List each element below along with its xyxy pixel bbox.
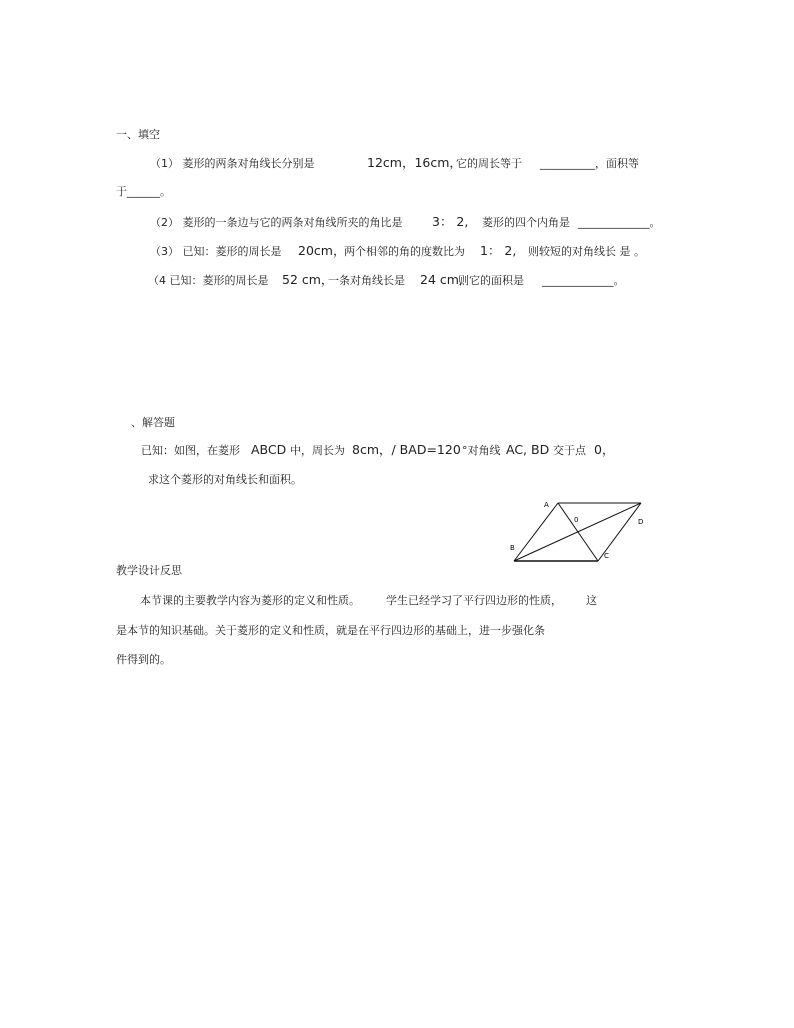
problem-line1-e: °对角线 — [462, 444, 501, 457]
q4-blank: _____________。 — [542, 274, 625, 287]
label-d: D — [638, 518, 644, 526]
label-b: B — [510, 544, 515, 552]
problem-line1-g: 交于点 — [553, 444, 586, 457]
label-c: C — [604, 552, 609, 560]
q1-blank: __________，面积等 — [540, 157, 639, 170]
q1-text-a: （1） 菱形的两条对角线长分别是 — [150, 157, 315, 170]
q3-text-c: 两个相邻的角的度数比为 — [344, 245, 465, 258]
q3-perimeter: 20cm， — [298, 243, 346, 258]
problem-line1-h: 0， — [594, 442, 615, 457]
problem-line2: 求这个菱形的对角线长和面积。 — [148, 473, 302, 486]
rhombus-figure — [506, 498, 656, 568]
problem-line1-b: ABCD — [251, 442, 287, 457]
q2-text-a: （2） 菱形的一条边与它的两条对角线所夹的角比是 — [150, 216, 403, 229]
q1-blank-2: 于______。 — [116, 185, 171, 198]
q1-values: 12cm，16cm， — [367, 155, 462, 170]
reflection-p1-b: 学生已经学习了平行四边形的性质， — [386, 594, 562, 607]
problem-line1-f: AC, BD — [506, 442, 550, 457]
q4-diagonal: 24 cm, — [420, 272, 463, 287]
q2-blank: _____________。 — [578, 216, 661, 229]
section-heading-fill-blank: 一、填空 — [116, 128, 160, 141]
problem-line1-d: 8cm，/ BAD=120 — [352, 442, 461, 457]
problem-line1-c: 中，周长为 — [290, 444, 345, 457]
reflection-p1-c: 这 — [586, 594, 597, 607]
q4-text-c: 一条对角线长是 — [328, 274, 405, 287]
q3-text-a: （3） 已知：菱形的周长是 — [150, 245, 282, 258]
label-a: A — [544, 501, 549, 509]
section-heading-answer: 、解答题 — [131, 416, 175, 429]
section-heading-reflection: 教学设计反思 — [116, 564, 182, 577]
problem-line1-a: 已知：如图，在菱形 — [141, 444, 240, 457]
q4-perimeter: 52 cm， — [282, 272, 334, 287]
edge-ab — [514, 503, 558, 561]
q2-ratio: 3： 2, — [432, 214, 469, 229]
reflection-p3: 件得到的。 — [116, 653, 171, 666]
diagonal-ac — [558, 503, 598, 561]
q4-text-e: 则它的面积是 — [458, 274, 524, 287]
q2-text-c: 菱形的四个内角是 — [482, 216, 570, 229]
reflection-p2: 是本节的知识基础。关于菱形的定义和性质，就是在平行四边形的基础上，进一步强化条 — [116, 624, 545, 637]
q1-text-c: 它的周长等于 — [456, 157, 522, 170]
q3-ratio: 1： 2, — [480, 243, 517, 258]
label-o: 0 — [574, 516, 579, 524]
q4-text-a: （4 已知：菱形的周长是 — [148, 274, 269, 287]
q3-text-e: 则较短的对角线长 是 。 — [528, 245, 645, 258]
reflection-p1-a: 本节课的主要教学内容为菱形的定义和性质。 — [140, 594, 360, 607]
